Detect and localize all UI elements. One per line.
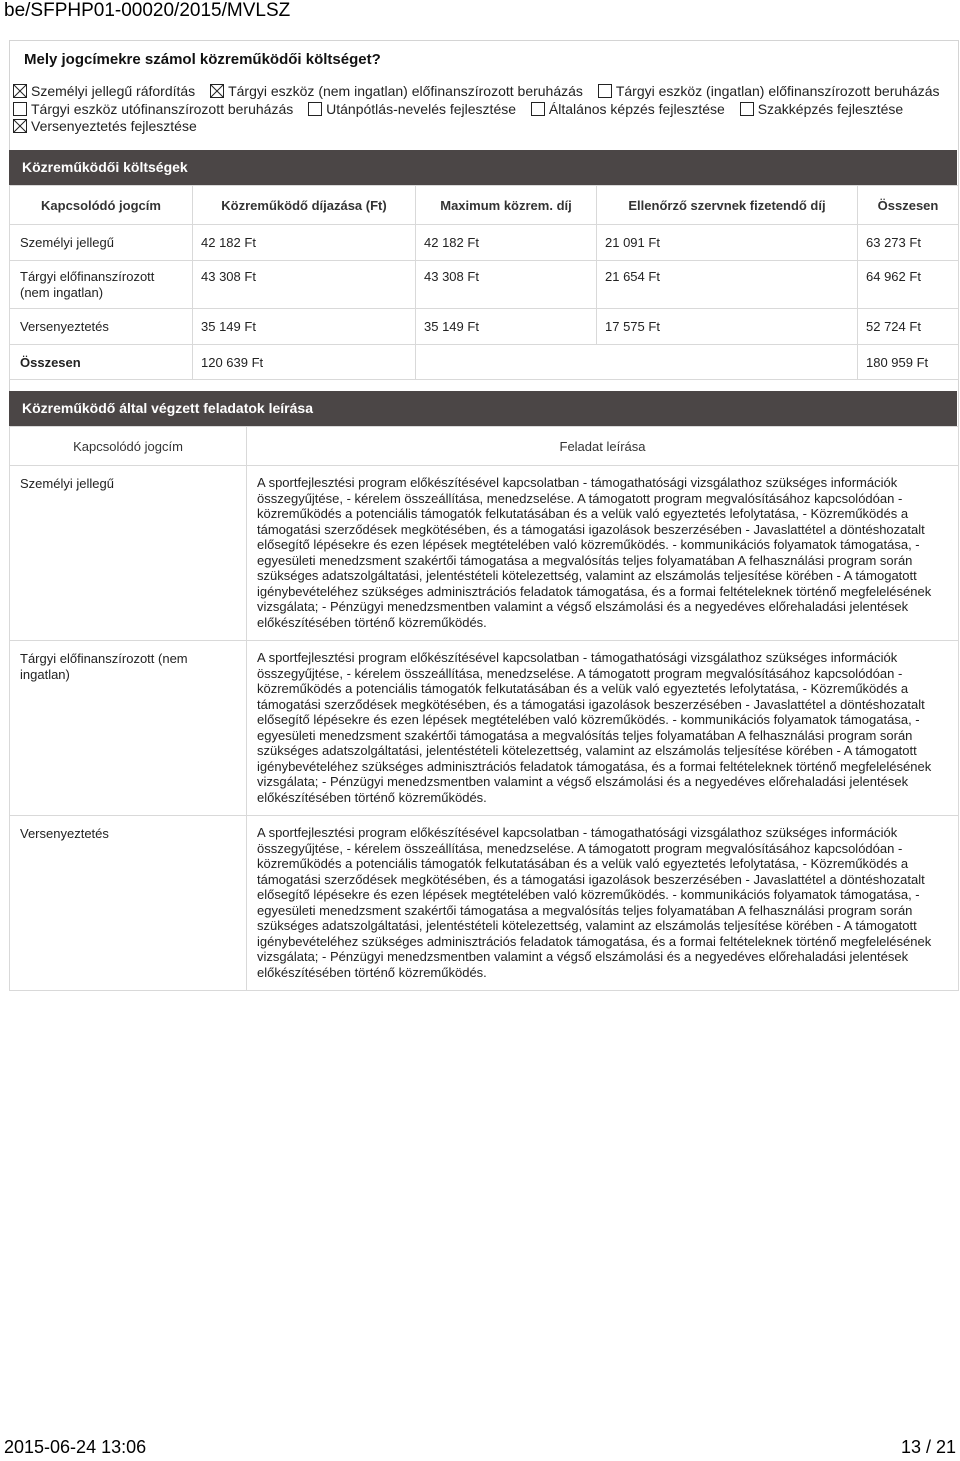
tasks-table (9, 426, 959, 991)
control-fee-cell: 21 654 Ft (597, 261, 858, 309)
control-fee-cell: 17 575 Ft (597, 309, 858, 345)
document-id: be/SFPHP01-00020/2015/MVLSZ (4, 0, 291, 21)
checkbox-label: Szakképzés fejlesztése (757, 100, 904, 117)
table-row (10, 816, 959, 991)
row-label: Versenyeztetés (10, 816, 247, 991)
question-title: Mely jogcímekre számol közreműködői költséget? (24, 51, 381, 68)
row-label: Személyi jellegű (10, 225, 193, 261)
footer-page-number: 13 / 21 (900, 1437, 956, 1457)
table-row (10, 641, 959, 816)
max-fee-cell: 43 308 Ft (416, 261, 597, 309)
column-header: Kapcsolódó jogcím (10, 427, 247, 466)
costs-section-title: Közreműködői költségek (9, 150, 957, 185)
checkbox-label: Általános képzés fejlesztése (548, 100, 725, 117)
checkbox-item[interactable] (308, 101, 516, 119)
checkbox-group (13, 83, 943, 136)
checkbox-icon[interactable] (740, 102, 754, 116)
checkbox-icon[interactable] (13, 119, 27, 133)
checkbox-label: Tárgyi eszköz (ingatlan) előfinanszírozott beruházás (615, 83, 940, 99)
column-header: Közreműködő díjazása (Ft) (193, 186, 416, 225)
sum-total-cell: 180 959 Ft (858, 345, 959, 380)
checkbox-item[interactable] (531, 101, 725, 119)
total-cell: 52 724 Ft (858, 309, 959, 345)
table-header-row (10, 186, 959, 225)
checkbox-icon[interactable] (308, 102, 322, 116)
sum-fee-cell: 120 639 Ft (193, 345, 416, 380)
control-fee-cell: 21 091 Ft (597, 225, 858, 261)
max-fee-cell: 35 149 Ft (416, 309, 597, 345)
tasks-section-title: Közreműködő által végzett feladatok leírása (9, 391, 957, 426)
checkbox-item[interactable] (13, 101, 293, 119)
checkbox-item[interactable] (13, 83, 195, 101)
row-label: Tárgyi előfinanszírozott (nem ingatlan) (10, 261, 193, 309)
checkbox-label: Tárgyi eszköz (nem ingatlan) előfinanszírozott beruházás (228, 83, 583, 99)
column-header: Feladat leírása (247, 427, 959, 466)
checkbox-icon[interactable] (13, 84, 27, 98)
checkbox-icon[interactable] (531, 102, 545, 116)
fee-cell: 43 308 Ft (193, 261, 416, 309)
total-cell: 63 273 Ft (858, 225, 959, 261)
checkbox-item[interactable] (13, 118, 197, 136)
task-description: A sportfejlesztési program előkészítésével kapcsolatban - támogathatósági vizsgálathoz szükséges információk összegyűjtése, - kérelem összeállítása, menedzselése. A támogatott program megvalósításához kapcsolódóan - közreműködés a potenciális támogatók felkutatásában és a velük való egyeztetés lefolytatása, - Közreműködés a támogatási szerződések megkötésében, és a támogatási igazolások beszerzésében - Javaslattétel a döntéshozatalt elősegítő lépésekre és ezen lépések megtételében való közreműködés. - kommunikációs folyamatok támogatása, - egyesületi menedzsment szakértői támogatása a megvalósítás teljes folyamatában A felhasználási program során szükséges adatszolgáltatási, jelentéstételi kötelezettség, valamint az elszámolás teljesítése körében - A támogatott igénybevételéhez szükséges adminisztrációs feladatok támogatása, és a formai feltételeknek történő megfelelésének vizsgálata; - Pénzügyi menedzsmentben valamint a végső elszámolási és a negyedéves előrehaladási jelentések előkészítésében történő közreműködés. (247, 816, 959, 991)
sum-label: Összesen (10, 345, 193, 380)
empty-cell (416, 345, 858, 380)
column-header: Összesen (858, 186, 959, 225)
costs-table (9, 185, 959, 380)
total-cell: 64 962 Ft (858, 261, 959, 309)
checkbox-item[interactable] (598, 83, 940, 101)
checkbox-line (13, 118, 943, 136)
fee-cell: 42 182 Ft (193, 225, 416, 261)
task-description: A sportfejlesztési program előkészítésével kapcsolatban - támogathatósági vizsgálathoz szükséges információk összegyűjtése, - kérelem összeállítása, menedzselése. A támogatott program megvalósításához kapcsolódóan - közreműködés a potenciális támogatók felkutatásában és a velük való egyeztetés lefolytatása, - Közreműködés a támogatási szerződések megkötésében, és a támogatási igazolások beszerzésében - Javaslattétel a döntéshozatalt elősegítő lépésekre és ezen lépések megtételében való közreműködés. - kommunikációs folyamatok támogatása, - egyesületi menedzsment szakértői támogatása a megvalósítás teljes folyamatában A felhasználási program során szükséges adatszolgáltatási, jelentéstételi kötelezettség, valamint az elszámolás teljesítése körében - A támogatott igénybevételéhez szükséges adminisztrációs feladatok támogatása, és a formai feltételeknek történő megfelelésének vizsgálata; - Pénzügyi menedzsmentben valamint a végső elszámolási és a negyedéves előrehaladási jelentések előkészítésében történő közreműködés. (247, 466, 959, 641)
table-sum-row (10, 345, 959, 380)
row-label: Személyi jellegű (10, 466, 247, 641)
table-row (10, 309, 959, 345)
task-description: A sportfejlesztési program előkészítésével kapcsolatban - támogathatósági vizsgálathoz szükséges információk összegyűjtése, - kérelem összeállítása, menedzselése. A támogatott program megvalósításához kapcsolódóan - közreműködés a potenciális támogatók felkutatásában és a velük való egyeztetés lefolytatása, - Közreműködés a támogatási szerződések megkötésében, és a támogatási igazolások beszerzésében - Javaslattétel a döntéshozatalt elősegítő lépésekre és ezen lépések megtételében való közreműködés. - kommunikációs folyamatok támogatása, - egyesületi menedzsment szakértői támogatása a megvalósítás teljes folyamatában A felhasználási program során szükséges adatszolgáltatási, jelentéstételi kötelezettség, valamint az elszámolás teljesítése körében - A támogatott igénybevételéhez szükséges adminisztrációs feladatok támogatása, és a formai feltételeknek történő megfelelésének vizsgálata; - Pénzügyi menedzsmentben valamint a végső elszámolási és a negyedéves előrehaladási jelentések előkészítésében történő közreműködés. (247, 641, 959, 816)
column-header: Kapcsolódó jogcím (10, 186, 193, 225)
checkbox-line (13, 83, 943, 101)
table-header-row (10, 427, 959, 466)
row-label: Tárgyi előfinanszírozott (nem ingatlan) (10, 641, 247, 816)
table-row (10, 261, 959, 309)
footer-timestamp: 2015-06-24 13:06 (4, 1437, 147, 1457)
checkbox-label: Személyi jellegű ráfordítás (31, 83, 196, 99)
row-label: Versenyeztetés (10, 309, 193, 345)
fee-cell: 35 149 Ft (193, 309, 416, 345)
column-header: Maximum közrem. díj (416, 186, 597, 225)
checkbox-label: Versenyeztetés fejlesztése (31, 118, 197, 134)
checkbox-label: Utánpótlás-nevelés fejlesztése (326, 100, 517, 117)
checkbox-item[interactable] (740, 101, 904, 119)
table-row (10, 466, 959, 641)
checkbox-line (13, 101, 943, 119)
checkbox-icon[interactable] (210, 84, 224, 98)
max-fee-cell: 42 182 Ft (416, 225, 597, 261)
checkbox-icon[interactable] (13, 102, 27, 116)
checkbox-item[interactable] (210, 83, 583, 101)
checkbox-icon[interactable] (598, 84, 612, 98)
checkbox-label: Tárgyi eszköz utófinanszírozott beruházás (31, 100, 294, 117)
table-row (10, 225, 959, 261)
column-header: Ellenőrző szervnek fizetendő díj (597, 186, 858, 225)
